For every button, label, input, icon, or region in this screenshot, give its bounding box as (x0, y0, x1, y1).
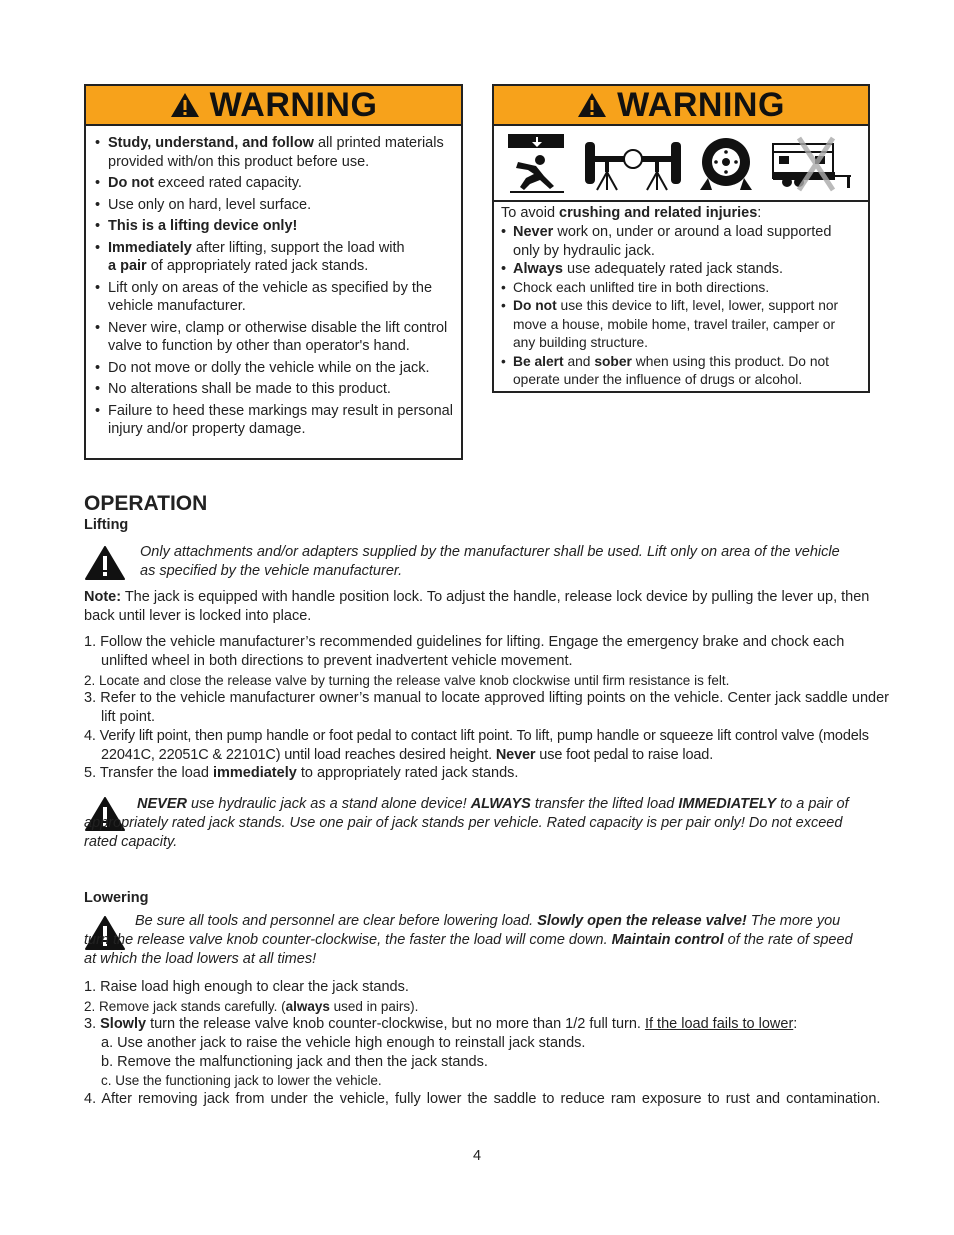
lifting-note: Note: The jack is equipped with handle position lock. To adjust the handle, release lock device by pulling the lever up, then back until lever is locked into place. (84, 589, 870, 624)
list-item: • Be alert and sober when using this product. Do not operate under the influence of drugs or alcohol. (501, 353, 860, 390)
lowering-caution: Be sure all tools and personnel are clear before lowering load. Slowly open the release valve! The more you turn the release valve knob counter-clockwise, the faster the load will come down. Maintain control of the rate of speed at which the load lowers at all times! (84, 913, 853, 967)
list-item: • Study, understand, and follow all printed materials provided with/on this product before use. (88, 134, 455, 171)
warning-header-right (494, 86, 868, 126)
list-item: • Chock each unlifted tire in both directions. (501, 279, 860, 298)
warning-title: WARNING (209, 85, 378, 124)
jack-stands-icon (583, 132, 683, 194)
right-warning-body (494, 202, 868, 390)
warning-triangle-icon (577, 92, 607, 118)
list-item: • Use only on hard, level surface. (88, 196, 455, 215)
warning-box-left (84, 84, 463, 460)
list-item: • No alterations shall be made to this product. (88, 380, 455, 399)
crush-hazard-icon (506, 132, 568, 194)
lowering-substep-b: b. Remove the malfunctioning jack and then the jack stands. (101, 1054, 488, 1070)
lifting-heading: Lifting (84, 517, 129, 533)
lowering-step-4: 4. After removing jack from under the vehicle, fully lower the saddle to reduce ram exposure to rust and contamination. (84, 1091, 881, 1107)
warning-triangle-icon (170, 92, 200, 118)
warning-title: WARNING (617, 85, 785, 124)
lowering-step-3: 3. Slowly turn the release valve knob counter-clockwise, but no more than 1/2 full turn. If the load fails to lower: (84, 1016, 798, 1032)
wheel-chock-icon (698, 132, 754, 194)
list-item: • This is a lifting device only! (88, 217, 455, 236)
lowering-step-2: 2. Remove jack stands carefully. (always used in pairs). (84, 999, 419, 1014)
lifting-caution-2: NEVER use hydraulic jack as a stand alone device! ALWAYS transfer the lifted load IMMEDIATELY to a pair of appropriately rated jack stands. Use one pair of jack stands per vehicle. Rated capacity is per pair only! Do not exceed rated capacity. (84, 796, 849, 850)
warning-list-right (501, 223, 860, 390)
list-item: • Lift only on areas of the vehicle as specified by the vehicle manufacturer. (88, 279, 455, 316)
pictogram-row (494, 126, 868, 202)
lifting-step-2: 2. Locate and close the release valve by turning the release valve knob clockwise until firm resistance is felt. (84, 673, 730, 688)
lifting-step-1: 1. Follow the vehicle manufacturer’s recommended guidelines for lifting. Engage the emergency brake and chock each unlifted wheel in both directions to prevent inadvertent vehicle movement. (84, 634, 845, 669)
list-item: • Always use adequately rated jack stands. (501, 260, 860, 279)
caution-icon (85, 546, 125, 580)
warning-box-right (492, 84, 870, 393)
list-item: • Never work on, under or around a load supported only by hydraulic jack. (501, 223, 860, 260)
lowering-heading: Lowering (84, 890, 149, 906)
lifting-caution: Only attachments and/or adapters supplied by the manufacturer shall be used. Lift only on area of the vehicle as specified by the vehicle manufacturer. (140, 544, 840, 579)
warning-header-left (86, 86, 461, 126)
list-item: • Do not use this device to lift, level, lower, support nor move a house, mobile home, travel trailer, camper or any building structure. (501, 297, 860, 353)
list-item: • Failure to heed these markings may result in personal injury and/or property damage. (88, 402, 455, 439)
list-item: • Do not move or dolly the vehicle while on the jack. (88, 359, 455, 378)
lowering-substep-a: a. Use another jack to raise the vehicle high enough to reinstall jack stands. (101, 1035, 586, 1051)
lowering-step-1: 1. Raise load high enough to clear the jack stands. (84, 979, 409, 995)
warning-list-left (86, 126, 461, 439)
list-item: • Immediately after lifting, support the load with a pair of appropriately rated jack stands. (88, 239, 455, 276)
lifting-step-4: 4. Verify lift point, then pump handle or foot pedal to contact lift point. To lift, pump handle or squeeze lift control valve (models 22041C, 22051C & 22101C) until load reaches desired height. Never use foot pedal to raise load. (84, 728, 869, 763)
lowering-substep-c: c. Use the functioning jack to lower the vehicle. (101, 1073, 382, 1088)
lifting-step-3: 3. Refer to the vehicle manufacturer owner’s manual to locate approved lifting points on the vehicle. Center jack saddle under lift point. (84, 690, 889, 725)
section-title-operation: OPERATION (84, 492, 208, 515)
no-mobile-home-icon (769, 132, 857, 194)
page-number: 4 (472, 1148, 482, 1164)
right-warning-intro: To avoid crushing and related injuries: (501, 205, 762, 221)
lifting-step-5: 5. Transfer the load immediately to appropriately rated jack stands. (84, 765, 519, 781)
list-item: • Do not exceed rated capacity. (88, 174, 455, 193)
list-item: • Never wire, clamp or otherwise disable the lift control valve to function by other than operator's hand. (88, 319, 455, 356)
